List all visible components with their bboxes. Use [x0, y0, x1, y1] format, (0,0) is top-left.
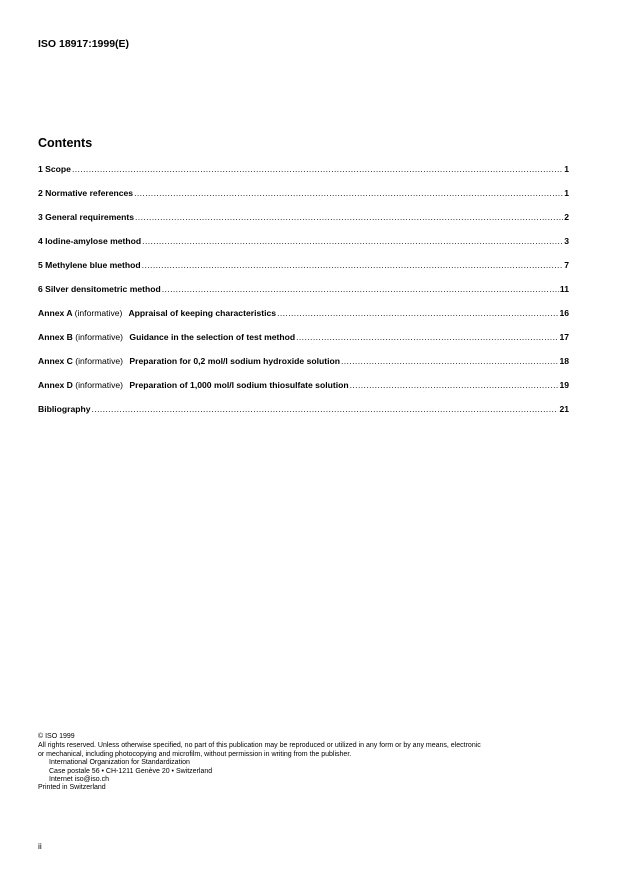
page-number: ii	[38, 841, 42, 851]
toc-page-number: 1	[564, 164, 569, 174]
toc-entry-label: 5 Methylene blue method	[38, 260, 141, 270]
organization-name: International Organization for Standardization	[49, 759, 190, 767]
toc-page-number: 18	[559, 356, 569, 366]
toc-entry-annex-b[interactable]	[38, 331, 569, 355]
toc-page-number: 3	[564, 236, 569, 246]
toc-dot-leader	[162, 283, 559, 295]
toc-page-number: 11	[559, 284, 569, 294]
organization-internet: Internet iso@iso.ch	[49, 776, 110, 784]
toc-dot-leader	[341, 355, 558, 367]
annex-title: Preparation of 1,000 mol/l sodium thiosulfate solution	[129, 380, 349, 390]
toc-entry-general-requirements[interactable]	[38, 211, 569, 235]
document-id: ISO 18917:1999(E)	[38, 38, 130, 50]
copyright-notice: © ISO 1999	[38, 733, 75, 740]
toc-dot-leader	[92, 403, 559, 415]
toc-entry-iodine-amylose-method[interactable]	[38, 235, 569, 259]
toc-entry-label	[38, 331, 295, 343]
toc-dot-leader	[142, 235, 563, 247]
annex-kind: (informative)	[75, 380, 124, 390]
annex-kind: (informative)	[75, 356, 124, 366]
rights-statement-line-1: All rights reserved. Unless otherwise specified, no part of this publication may be reproduced or utilized in any form or by any means, electronic	[38, 742, 481, 750]
annex-designation: Annex A	[38, 308, 73, 318]
toc-dot-leader	[72, 163, 563, 175]
annex-designation: Annex C	[38, 356, 73, 366]
toc-page-number: 2	[564, 212, 569, 222]
toc-entry-label	[38, 355, 340, 367]
table-of-contents	[38, 163, 569, 427]
rights-statement-line-2: or mechanical, including photocopying and microfilm, without permission in writing from the publisher.	[38, 750, 352, 758]
toc-entry-annex-c[interactable]	[38, 355, 569, 379]
toc-entry-methylene-blue-method[interactable]	[38, 259, 569, 283]
toc-entry-bibliography[interactable]	[38, 403, 569, 427]
toc-entry-annex-a[interactable]	[38, 307, 569, 331]
toc-dot-leader	[350, 379, 559, 391]
toc-entry-label: 3 General requirements	[38, 212, 135, 222]
toc-page-number: 7	[564, 260, 569, 270]
toc-entry-label: 1 Scope	[38, 164, 71, 174]
toc-entry-scope[interactable]	[38, 163, 569, 187]
annex-title: Preparation for 0,2 mol/l sodium hydroxide solution	[129, 356, 340, 366]
toc-entry-label: 2 Normative references	[38, 188, 134, 198]
printed-location: Printed in Switzerland	[38, 784, 106, 792]
toc-page-number: 1	[564, 188, 569, 198]
annex-designation: Annex D	[38, 380, 73, 390]
toc-dot-leader	[134, 187, 563, 199]
annex-kind: (informative)	[75, 332, 124, 342]
toc-entry-label: 4 Iodine-amylose method	[38, 236, 142, 246]
toc-entry-silver-densitometric-method[interactable]	[38, 283, 569, 307]
toc-entry-label: Bibliography	[38, 404, 91, 414]
toc-dot-leader	[277, 307, 558, 319]
contents-heading: Contents	[38, 136, 93, 150]
annex-title: Guidance in the selection of test method	[129, 332, 296, 342]
toc-page-number: 16	[559, 308, 569, 318]
toc-entry-annex-d[interactable]	[38, 379, 569, 403]
copyright-footer	[38, 733, 578, 793]
toc-entry-normative-references[interactable]	[38, 187, 569, 211]
toc-page-number: 17	[559, 332, 569, 342]
toc-page-number: 21	[559, 404, 569, 414]
annex-title: Appraisal of keeping characteristics	[128, 308, 277, 318]
toc-entry-label	[38, 379, 349, 391]
toc-dot-leader	[135, 211, 563, 223]
organization-address: Case postale 56 • CH-1211 Genève 20 • Switzerland	[49, 767, 213, 775]
toc-entry-label	[38, 307, 276, 319]
toc-dot-leader	[142, 259, 564, 271]
annex-designation: Annex B	[38, 332, 73, 342]
toc-dot-leader	[296, 331, 558, 343]
toc-page-number: 19	[559, 380, 569, 390]
toc-entry-label: 6 Silver densitometric method	[38, 284, 161, 294]
annex-kind: (informative)	[74, 308, 123, 318]
